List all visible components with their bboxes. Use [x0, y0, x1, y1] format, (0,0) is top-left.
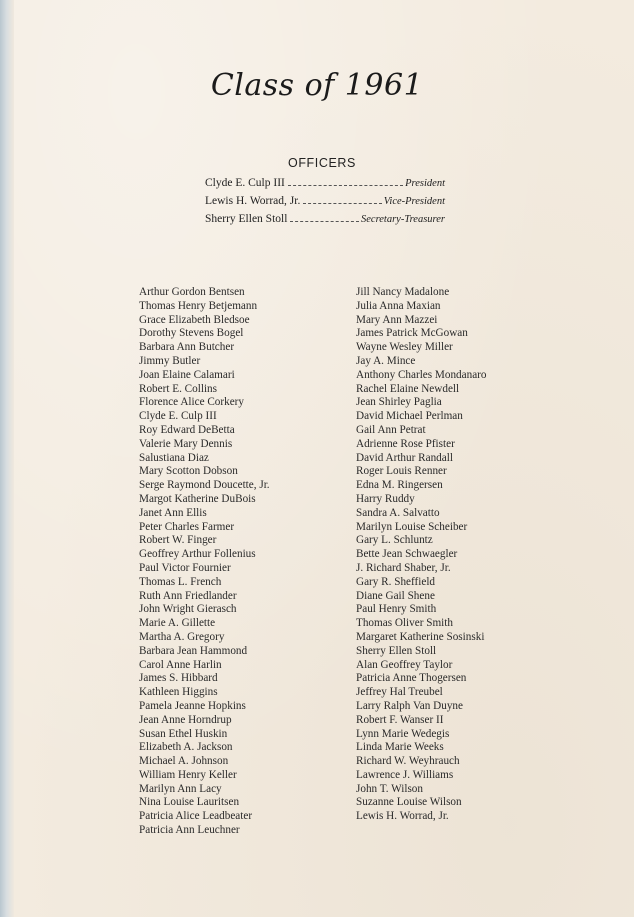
member-name: Lynn Marie Wedegis	[356, 727, 450, 740]
member-name: Serge Raymond Doucette, Jr.	[139, 479, 270, 492]
member-name: Dorothy Stevens Bogel	[139, 327, 244, 340]
member-name: Pamela Jeanne Hopkins	[139, 699, 246, 712]
dotted-leader	[290, 220, 359, 222]
officer-row	[205, 195, 445, 213]
member-name: Diane Gail Shene	[356, 589, 435, 602]
member-name: Lawrence J. Williams	[356, 768, 454, 781]
member-name: Barbara Ann Butcher	[139, 341, 235, 354]
member-name: Thomas Henry Betjemann	[139, 299, 258, 312]
member-name: Ruth Ann Friedlander	[139, 589, 237, 602]
member-name: Margaret Katherine Sosinski	[356, 630, 485, 643]
member-name: Susan Ethel Huskin	[139, 727, 228, 740]
officer-role: President	[405, 178, 445, 189]
member-name: Mary Ann Mazzei	[356, 313, 438, 326]
member-name: Jimmy Butler	[139, 354, 201, 367]
member-name: Robert E. Collins	[139, 382, 218, 395]
officer-role: Vice-President	[383, 196, 445, 207]
member-name: Thomas L. French	[139, 575, 222, 588]
member-name: Thomas Oliver Smith	[356, 617, 453, 630]
officer-role: Secretary-Treasurer	[361, 214, 445, 225]
program-page	[12, 0, 634, 917]
member-name: Jill Nancy Madalone	[356, 286, 450, 298]
officers-list	[205, 177, 445, 231]
member-name: Wayne Wesley Miller	[356, 341, 453, 354]
member-name: Suzanne Louise Wilson	[356, 796, 462, 809]
member-name: Clyde E. Culp III	[139, 410, 217, 423]
member-name: James Patrick McGowan	[356, 327, 468, 340]
officer-row	[205, 177, 445, 195]
member-name: Sandra A. Salvatto	[356, 506, 440, 519]
member-name: Robert F. Wanser II	[356, 713, 444, 726]
member-name: Michael A. Johnson	[139, 755, 229, 768]
member-name: Edna M. Ringersen	[356, 479, 443, 492]
members-left-column	[139, 286, 270, 838]
member-name: Valerie Mary Dennis	[139, 437, 233, 450]
member-name: Adrienne Rose Pfister	[356, 437, 455, 450]
member-name: Marilyn Louise Scheiber	[356, 520, 468, 533]
member-name: Marilyn Ann Lacy	[139, 782, 222, 795]
member-name: Roy Edward DeBetta	[139, 423, 235, 436]
member-name: James S. Hibbard	[139, 672, 218, 685]
member-name: Linda Marie Weeks	[356, 741, 444, 754]
member-name: Arthur Gordon Bentsen	[139, 286, 245, 298]
officer-name: Clyde E. Culp III	[205, 177, 285, 189]
member-name: Patricia Alice Leadbeater	[139, 810, 253, 823]
member-name: Jay A. Mince	[356, 354, 416, 367]
member-name: David Arthur Randall	[356, 451, 453, 464]
officer-name: Sherry Ellen Stoll	[205, 213, 288, 225]
member-name: Mary Scotton Dobson	[139, 465, 238, 478]
member-name: Larry Ralph Van Duyne	[356, 699, 463, 712]
member-name: Harry Ruddy	[356, 492, 415, 505]
page-title: Class of 1961	[210, 68, 424, 103]
member-name: Jean Shirley Paglia	[356, 396, 442, 409]
member-name: Lewis H. Worrad, Jr.	[356, 810, 449, 823]
member-name: Bette Jean Schwaegler	[356, 548, 458, 561]
officer-name: Lewis H. Worrad, Jr.	[205, 195, 301, 207]
member-name: J. Richard Shaber, Jr.	[356, 561, 451, 574]
member-name: Peter Charles Farmer	[139, 520, 235, 533]
member-name: Gail Ann Petrat	[356, 423, 426, 436]
member-name: Janet Ann Ellis	[139, 506, 207, 519]
dotted-leader	[288, 184, 403, 186]
member-name: Joan Elaine Calamari	[139, 368, 235, 381]
dotted-leader	[303, 202, 381, 204]
member-name: Patricia Ann Leuchner	[139, 824, 240, 837]
member-name: Florence Alice Corkery	[139, 396, 245, 409]
member-name: Carol Anne Harlin	[139, 658, 222, 671]
member-name: Barbara Jean Hammond	[139, 644, 248, 657]
member-name: Martha A. Gregory	[139, 630, 225, 643]
member-name: Jean Anne Horndrup	[139, 713, 232, 726]
officer-row	[205, 213, 445, 231]
member-name: Anthony Charles Mondanaro	[356, 368, 487, 381]
member-name: Geoffrey Arthur Follenius	[139, 548, 256, 561]
member-name: Robert W. Finger	[139, 534, 217, 547]
member-name: Jeffrey Hal Treubel	[356, 686, 443, 699]
member-name: Marie A. Gillette	[139, 617, 216, 630]
member-name: Salustiana Diaz	[139, 451, 209, 464]
member-name: Margot Katherine DuBois	[139, 492, 256, 505]
members-right-column	[356, 286, 487, 824]
member-name: Sherry Ellen Stoll	[356, 644, 437, 657]
member-name: John T. Wilson	[356, 782, 423, 795]
member-name: Richard W. Weyhrauch	[356, 755, 460, 768]
member-name: David Michael Perlman	[356, 410, 463, 423]
member-name: Paul Henry Smith	[356, 603, 437, 616]
member-name: Nina Louise Lauritsen	[139, 796, 240, 809]
member-name: William Henry Keller	[139, 768, 237, 781]
member-name: Alan Geoffrey Taylor	[356, 658, 453, 671]
member-name: Julia Anna Maxian	[356, 299, 441, 312]
member-name: Kathleen Higgins	[139, 686, 218, 699]
page-edge	[0, 0, 14, 917]
member-name: Gary L. Schluntz	[356, 534, 433, 547]
member-name: Rachel Elaine Newdell	[356, 382, 460, 395]
member-name: Patricia Anne Thogersen	[356, 672, 467, 685]
member-name: John Wright Gierasch	[139, 603, 237, 616]
member-name: Elizabeth A. Jackson	[139, 741, 233, 754]
officers-heading: OFFICERS	[288, 156, 356, 170]
member-name: Paul Victor Fournier	[139, 561, 231, 574]
member-name: Gary R. Sheffield	[356, 575, 436, 588]
member-name: Grace Elizabeth Bledsoe	[139, 313, 250, 326]
member-name: Roger Louis Renner	[356, 465, 447, 478]
